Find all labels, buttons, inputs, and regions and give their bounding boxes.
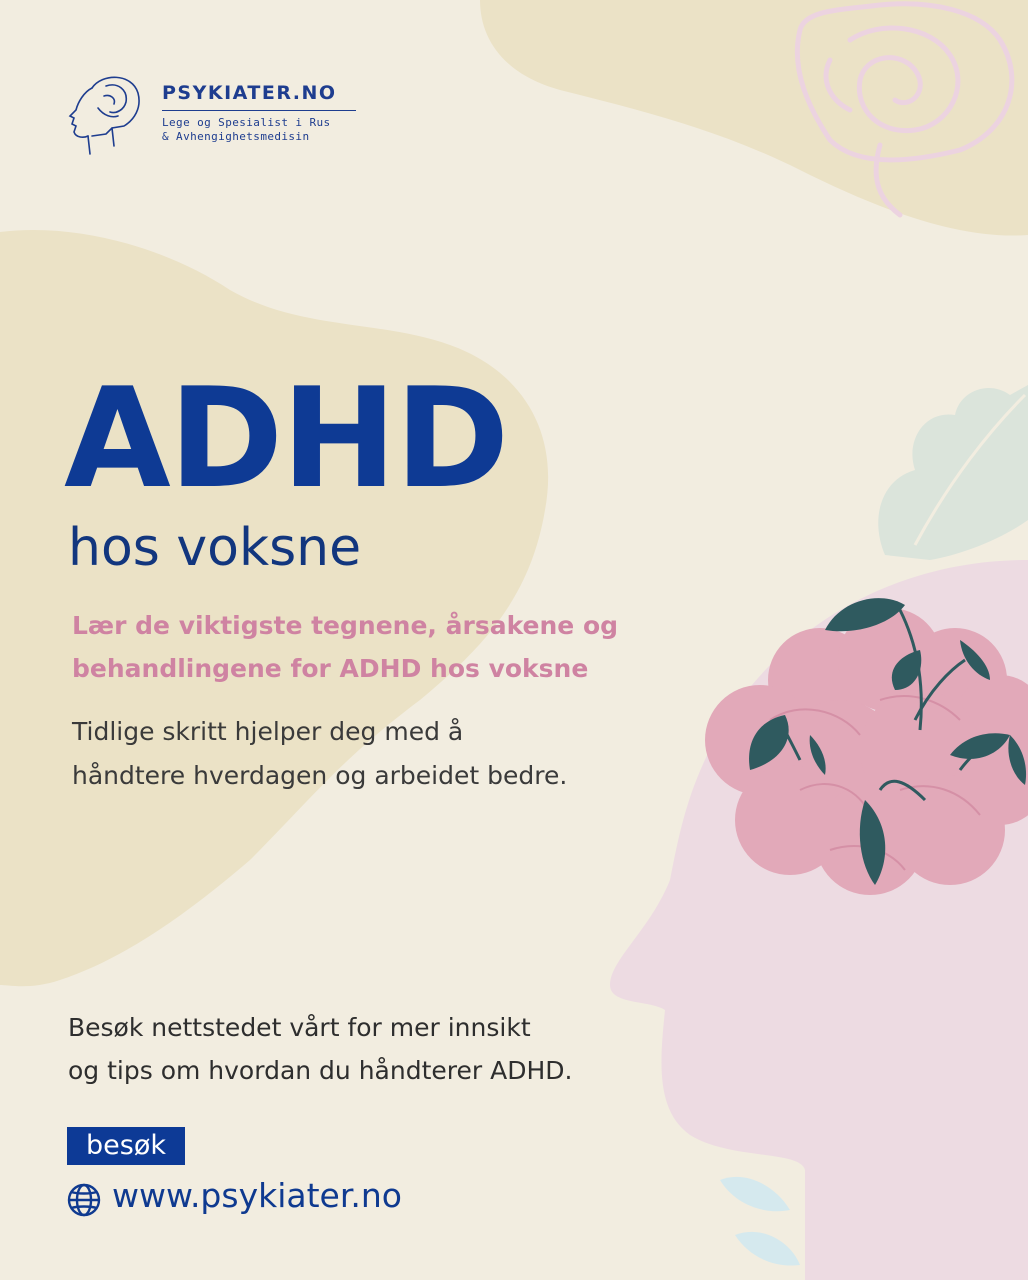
body-line-2: håndtere hverdagen og arbeidet bedre. — [72, 761, 568, 790]
brand-name: PSYKIATER.NO — [162, 82, 337, 104]
globe-icon — [66, 1182, 102, 1218]
cta-line-2: og tips om hvordan du håndterer ADHD. — [68, 1056, 573, 1085]
lead-text — [72, 604, 672, 690]
page-title: ADHD — [64, 358, 508, 519]
visit-button[interactable]: besøk — [67, 1127, 185, 1165]
head-profile-logo-icon — [62, 68, 142, 156]
page-subtitle: hos voksne — [68, 518, 362, 578]
brain-plant-icon — [705, 598, 1028, 895]
bottom-leaves — [720, 1177, 800, 1266]
cta-line-1: Besøk nettstedet vårt for mer innsikt — [68, 1013, 531, 1042]
brand-subtitle-line1: Lege og Spesialist i Rus — [162, 116, 331, 129]
website-link[interactable]: www.psykiater.no — [112, 1176, 402, 1215]
lead-line-1: Lær de viktigste tegnene, årsakene og — [72, 611, 619, 640]
brand-subtitle-line2: & Avhengighetsmedisin — [162, 130, 310, 143]
body-text — [72, 710, 672, 798]
lead-line-2: behandlingene for ADHD hos voksne — [72, 654, 589, 683]
logo — [62, 68, 382, 160]
brand-divider — [162, 110, 356, 111]
top-right-blob — [480, 0, 1028, 236]
body-line-1: Tidlige skritt hjelper deg med å — [72, 717, 464, 746]
cta-text — [68, 1006, 708, 1092]
leaf-icon — [878, 385, 1028, 560]
